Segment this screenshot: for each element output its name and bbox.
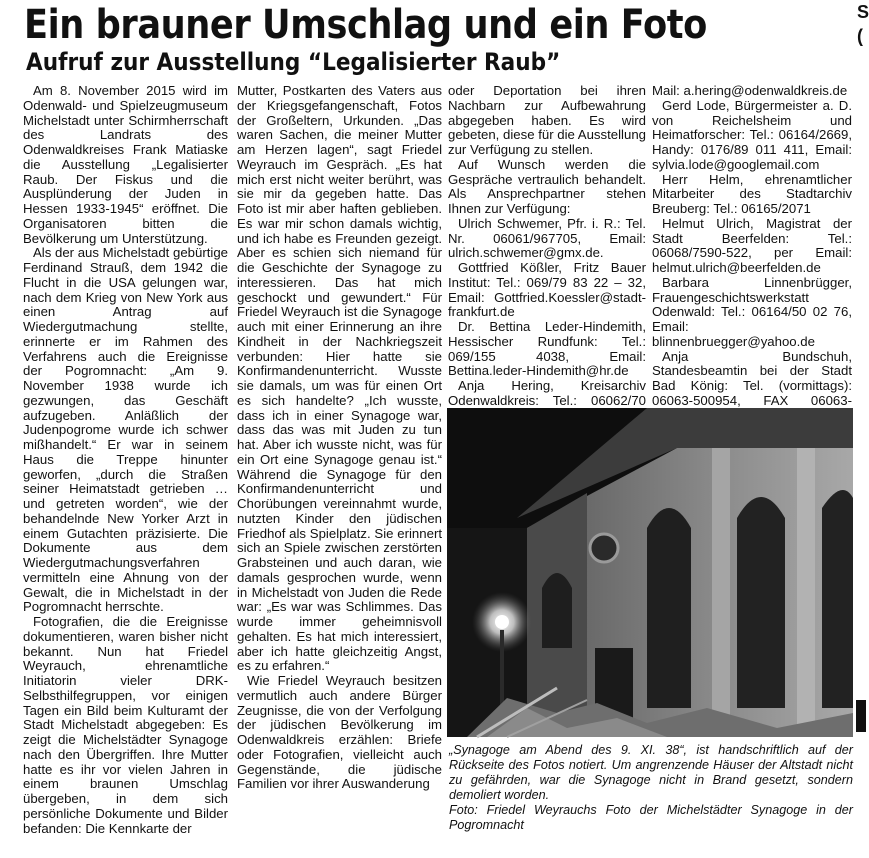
contact-entry: Herr Helm, ehrenamtlicher Mitarbeiter des Stadtarchiv Breuberg: Tel.: 06165/2071 (652, 171, 852, 216)
photo-caption (449, 743, 853, 833)
synagogue-photo (447, 408, 853, 737)
contact-entry: Ulrich Schwemer, Pfr. i. R.: Tel. Nr. 06061/967705, Email: ulrich.schwemer@gmx.de. (448, 215, 646, 261)
paragraph: Als der aus Michelstadt gebürtige Ferdinand Strauß, dem 1942 die Flucht in die USA gelungen war, nach dem Krieg von New York aus einen Antrag auf Wiedergutmachung stellte, erinnerte er im Rahmen des Verfahrens auch die Ereignisse der Pogromnacht: „Am 9. November 1938 wurde ich gezwungen, das Geschäft aufzugeben. Anläßlich der Judenpogrome wurde ich schwer mißhandelt.“ Er war in seinem Haus die Treppe hinunter geworfen, „durch die Straßen seiner Heimatstadt getrieben … und getreten worden“, wie der behandelnde New Yorker Arzt in einem Gutachten präzisierte. Die Dokumente aus dem Wiedergutmachungsverfahren vermitteln eine Ahnung von der Gewalt, die in Michelstadt in der Pogromnacht herrschte. (23, 245, 228, 615)
article-column-3 (448, 84, 646, 423)
edge-fragment-bar (856, 700, 866, 732)
headline: Ein brauner Umschlag und ein Foto (24, 2, 707, 48)
contact-entry: Anja Hering, Kreisarchiv Odenwaldkreis: Tel.: 06062/70 (448, 378, 646, 408)
synagogue-photo-drawing (447, 408, 853, 737)
contact-entry: Anja Bundschuh, Standesbeamtin bei der Stadt Bad König: Tel. (vormittags): 06063-500954, FAX 06063- (652, 348, 852, 408)
contact-entry: Gerd Lode, Bürgermeister a. D. von Reichelsheim und Heimatforscher: Tel.: 06164/2669, Handy: 0176/89 011 411, Email: sylvia.lode@googlemail.com (652, 97, 852, 172)
photo-credit: Foto: Friedel Weyrauchs Foto der Michelstädter Synagoge in der Pogromnacht (449, 803, 853, 832)
contact-entry: Gottfried Kößler, Fritz Bauer Institut: Tel.: 069/79 83 22 – 32, Email: Gottfried.Koessler@stadt-frankfurt.de (448, 260, 646, 320)
article-column-1 (23, 84, 228, 836)
paragraph: oder Deportation bei ihren Nachbarn zur Aufbewahrung abgegeben haben. Es wird gebeten, diese für die Ausstellung zur Verfügung zu stellen. (448, 83, 646, 157)
edge-fragment: ( (857, 26, 863, 46)
paragraph: Am 8. November 2015 wird im Odenwald- und Spielzeugmuseum Michelstadt unter Schirmherrschaft des Landrats des Odenwaldkreises Frank Matiaske die Ausstellung „Legalisierter Raub. Der Fiskus und die Ausplünderung der Juden in Hessen 1933-1945“ eröffnet. Die Organisatoren bitten die Bevölkerung um Unterstützung. (23, 83, 228, 246)
paragraph: Fotografien, die die Ereignisse dokumentieren, waren bisher nicht bekannt. Nun hat Friedel Weyrauch, ehrenamtliche Initiatorin vieler DRK-Selbsthilfegruppen, vor einigen Tagen ein Bild beim Kulturamt der Stadt Michelstadt abgegeben: Es zeigt die Michelstädter Synagoge nach den Übergriffen. Ihre Mutter hatte es ihr vor vielen Jahren in einem braunen Umschlag übergeben, in dem sich persönliche Dokumente und Bilder befanden: Die Kennkarte der (23, 614, 228, 836)
contact-entry: Dr. Bettina Leder-Hindemith, Hessischer Rundfunk: Tel.: 069/155 4038, Email: Bettina.leder-Hindemith@hr.de (448, 319, 646, 379)
article-column-4 (652, 84, 852, 438)
article-column-2 (237, 84, 442, 792)
contact-entry: Barbara Linnenbrügger, Frauengeschichtswerkstatt Odenwald: Tel.: 06164/50 02 76, Email: blinnenbruegger@yahoo.de (652, 274, 852, 349)
contact-entry: Helmut Ulrich, Magistrat der Stadt Beerfelden: Tel.: 06068/7590-522, per Email: helmut.ulrich@beerfelden.de (652, 215, 852, 275)
edge-fragment: S (857, 2, 869, 22)
contact-entry: Mail: a.hering@odenwaldkreis.de (652, 83, 848, 98)
paragraph: Auf Wunsch werden die Gespräche vertraulich behandelt. Als Ansprechpartner stehen Ihnen zur Verfügung: (448, 156, 646, 216)
subheadline: Aufruf zur Ausstellung “Legalisierter Raub” (26, 48, 561, 76)
paragraph: Wie Friedel Weyrauch besitzen vermutlich auch andere Bürger Zeugnisse, die von der Verfolgung der jüdischen Bevölkerung im Odenwaldkreis erzählen: Briefe oder Fotografien, vielleicht auch Gegenstände, die jüdische Familien vor ihrer Auswanderung (237, 673, 442, 792)
caption-text: „Synagoge am Abend des 9. XI. 38“, ist handschriftlich auf der Rückseite des Fotos notiert. Um angrenzende Häuser der Altstadt nicht zu gefährden, war die Synagoge nicht in Brand gesetzt, sondern demoliert worden. (449, 743, 853, 802)
paragraph: Mutter, Postkarten des Vaters aus der Kriegsgefangenschaft, Fotos der Großeltern, Urkunden. „Das waren Sachen, die meiner Mutter am Herzen lagen“, sagt Friedel Weyrauch im Gespräch. „Es hat mich erst nicht weiter berührt, was sie mir da gegeben hatte. Das Foto ist mir aber haften geblieben. Es war mir schon damals wichtig, und ich habe es Freunden gezeigt. Aber es schien sich niemand für die Geschichte der Synagoge zu interessieren. Das hat mich geschockt und gewundert.“ Für Friedel Weyrauch ist die Synagoge auch mit einer Erinnerung an ihre Kindheit in der Nachkriegszeit verbunden: Hier hatte sie Konfirmandenunterricht. Wusste sie damals, um was für einen Ort es sich handelte? „Ich wusste, dass ich in einer Synagoge war, dass das was mit Juden zu tun hat. Aber ich wusste nicht, was für ein Ort eine Synagoge genau ist.“ Während die Synagoge für den Konfirmandenunterricht und Chorübungen vereinnahmt wurde, nutzten Kinder den jüdischen Friedhof als Spielplatz. Sie erinnert sich an Spiele zwischen zerstörten Grabsteinen und auch daran, wie damals gesprochen wurde, wenn in Michelstadt von Juden die Rede war: „Es war was Schlimmes. Das wurde immer geheimnisvoll gehalten. Es hat mich interessiert, aber ich hatte gleichzeitig Angst, es zu erfahren.“ (237, 83, 442, 674)
